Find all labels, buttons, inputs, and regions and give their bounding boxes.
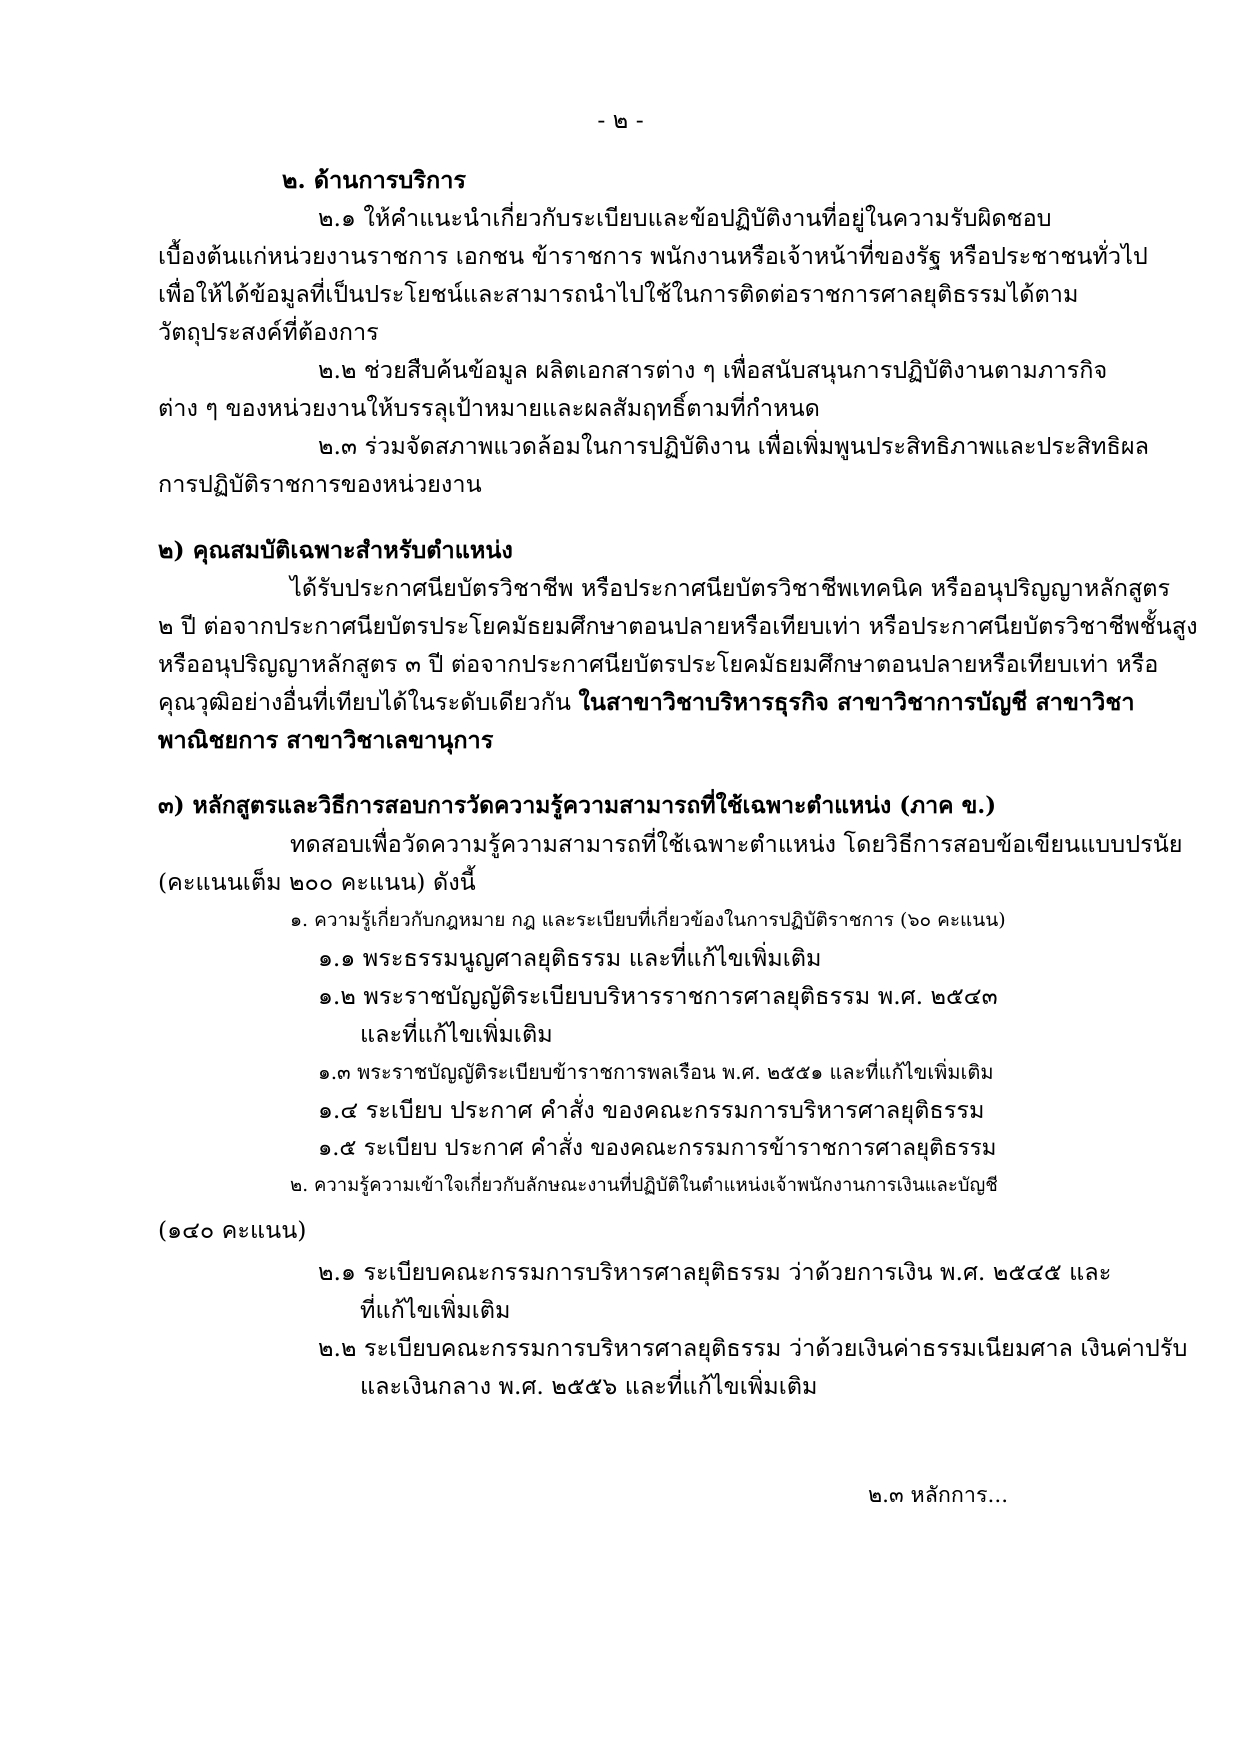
section-heading-service: ๒. ด้านการบริการ [282, 166, 467, 194]
paragraph-line: ทดสอบเพื่อวัดความรู้ความสามารถที่ใช้เฉพาะตำแหน่ง โดยวิธีการสอบข้อเขียนแบบปรนัย [290, 830, 1183, 858]
exam-item-2-score: (๑๔๐ คะแนน) [158, 1216, 307, 1244]
paragraph-line: (คะแนนเต็ม ๒๐๐ คะแนน) ดังนี้ [158, 868, 476, 896]
paragraph-line: ต่าง ๆ ของหน่วยงานให้บรรลุเป้าหมายและผลสัมฤทธิ์ตามที่กำหนด [158, 394, 820, 422]
exam-subitem-cont: และเงินกลาง พ.ศ. ๒๕๕๖ และที่แก้ไขเพิ่มเติม [360, 1372, 818, 1400]
section-heading-exam: ๓) หลักสูตรและวิธีการสอบการวัดความรู้ความสามารถที่ใช้เฉพาะตำแหน่ง (ภาค ข.) [158, 792, 997, 819]
section-heading-qualifications: ๒) คุณสมบัติเฉพาะสำหรับตำแหน่ง [158, 536, 513, 564]
exam-subitem: ๑.๓ พระราชบัญญัติระเบียบข้าราชการพลเรือน พ.ศ. ๒๕๕๑ และที่แก้ไขเพิ่มเติม [318, 1060, 994, 1084]
paragraph-line: ได้รับประกาศนียบัตรวิชาชีพ หรือประกาศนียบัตรวิชาชีพเทคนิค หรืออนุปริญญาหลักสูตร [290, 574, 1171, 602]
paragraph-line: ๒.๑ ให้คำแนะนำเกี่ยวกับระเบียบและข้อปฏิบัติงานที่อยู่ในความรับผิดชอบ [318, 204, 1052, 232]
paragraph-line: ๒.๓ ร่วมจัดสภาพแวดล้อมในการปฏิบัติงาน เพื่อเพิ่มพูนประสิทธิภาพและประสิทธิผล [318, 432, 1150, 460]
paragraph-line: ๒ ปี ต่อจากประกาศนียบัตรประโยคมัธยมศึกษาตอนปลายหรือเทียบเท่า หรือประกาศนียบัตรวิชาชีพชั้นสูง [158, 612, 1198, 640]
exam-subitem: ๒.๒ ระเบียบคณะกรรมการบริหารศาลยุติธรรม ว่าด้วยเงินค่าธรรมเนียมศาล เงินค่าปรับ [318, 1334, 1188, 1362]
exam-subitem: ๑.๑ พระธรรมนูญศาลยุติธรรม และที่แก้ไขเพิ่มเติม [318, 944, 822, 972]
paragraph-line: ๒.๒ ช่วยสืบค้นข้อมูล ผลิตเอกสารต่าง ๆ เพื่อสนับสนุนการปฏิบัติงานตามภารกิจ [318, 356, 1108, 384]
exam-item-1: ๑. ความรู้เกี่ยวกับกฎหมาย กฎ และระเบียบที่เกี่ยวข้องในการปฏิบัติราชการ (๖๐ คะแนน) [290, 909, 1006, 931]
qualification-fields-cont: พาณิชยการ สาขาวิชาเลขานุการ [158, 726, 494, 754]
paragraph-line [158, 682, 1135, 722]
paragraph-line: วัตถุประสงค์ที่ต้องการ [158, 318, 379, 346]
paragraph-line: เพื่อให้ได้ข้อมูลที่เป็นประโยชน์และสามารถนำไปใช้ในการติดต่อราชการศาลยุติธรรมได้ตาม [158, 280, 1079, 308]
continuation-marker: ๒.๓ หลักการ... [868, 1483, 1009, 1508]
exam-subitem: ๑.๕ ระเบียบ ประกาศ คำสั่ง ของคณะกรรมการข้าราชการศาลยุติธรรม [318, 1135, 997, 1161]
exam-subitem: ๑.๒ พระราชบัญญัติระเบียบบริหารราชการศาลยุติธรรม พ.ศ. ๒๕๔๓ [318, 982, 998, 1010]
page-number: - ๒ - [597, 106, 644, 134]
exam-subitem-cont: ที่แก้ไขเพิ่มเติม [360, 1296, 511, 1324]
paragraph-line: หรืออนุปริญญาหลักสูตร ๓ ปี ต่อจากประกาศนียบัตรประโยคมัธยมศึกษาตอนปลายหรือเทียบเท่า หรือ [158, 650, 1159, 678]
qualification-fields: ในสาขาวิชาบริหารธุรกิจ สาขาวิชาการบัญชี สาขาวิชา [578, 688, 1135, 716]
paragraph-line: เบื้องต้นแก่หน่วยงานราชการ เอกชน ข้าราชการ พนักงานหรือเจ้าหน้าที่ของรัฐ หรือประชาชนทั่วไป [158, 242, 1148, 270]
exam-item-2: ๒. ความรู้ความเข้าใจเกี่ยวกับลักษณะงานที่ปฏิบัติในตำแหน่งเจ้าพนักงานการเงินและบัญชี [290, 1175, 998, 1196]
qualification-text: คุณวุฒิอย่างอื่นที่เทียบได้ในระดับเดียวกัน [158, 688, 579, 716]
exam-subitem: ๑.๔ ระเบียบ ประกาศ คำสั่ง ของคณะกรรมการบริหารศาลยุติธรรม [318, 1096, 985, 1124]
exam-subitem: ๒.๑ ระเบียบคณะกรรมการบริหารศาลยุติธรรม ว่าด้วยการเงิน พ.ศ. ๒๕๔๕ และ [318, 1258, 1112, 1286]
exam-subitem-cont: และที่แก้ไขเพิ่มเติม [360, 1020, 553, 1048]
paragraph-line: การปฏิบัติราชการของหน่วยงาน [158, 470, 482, 498]
